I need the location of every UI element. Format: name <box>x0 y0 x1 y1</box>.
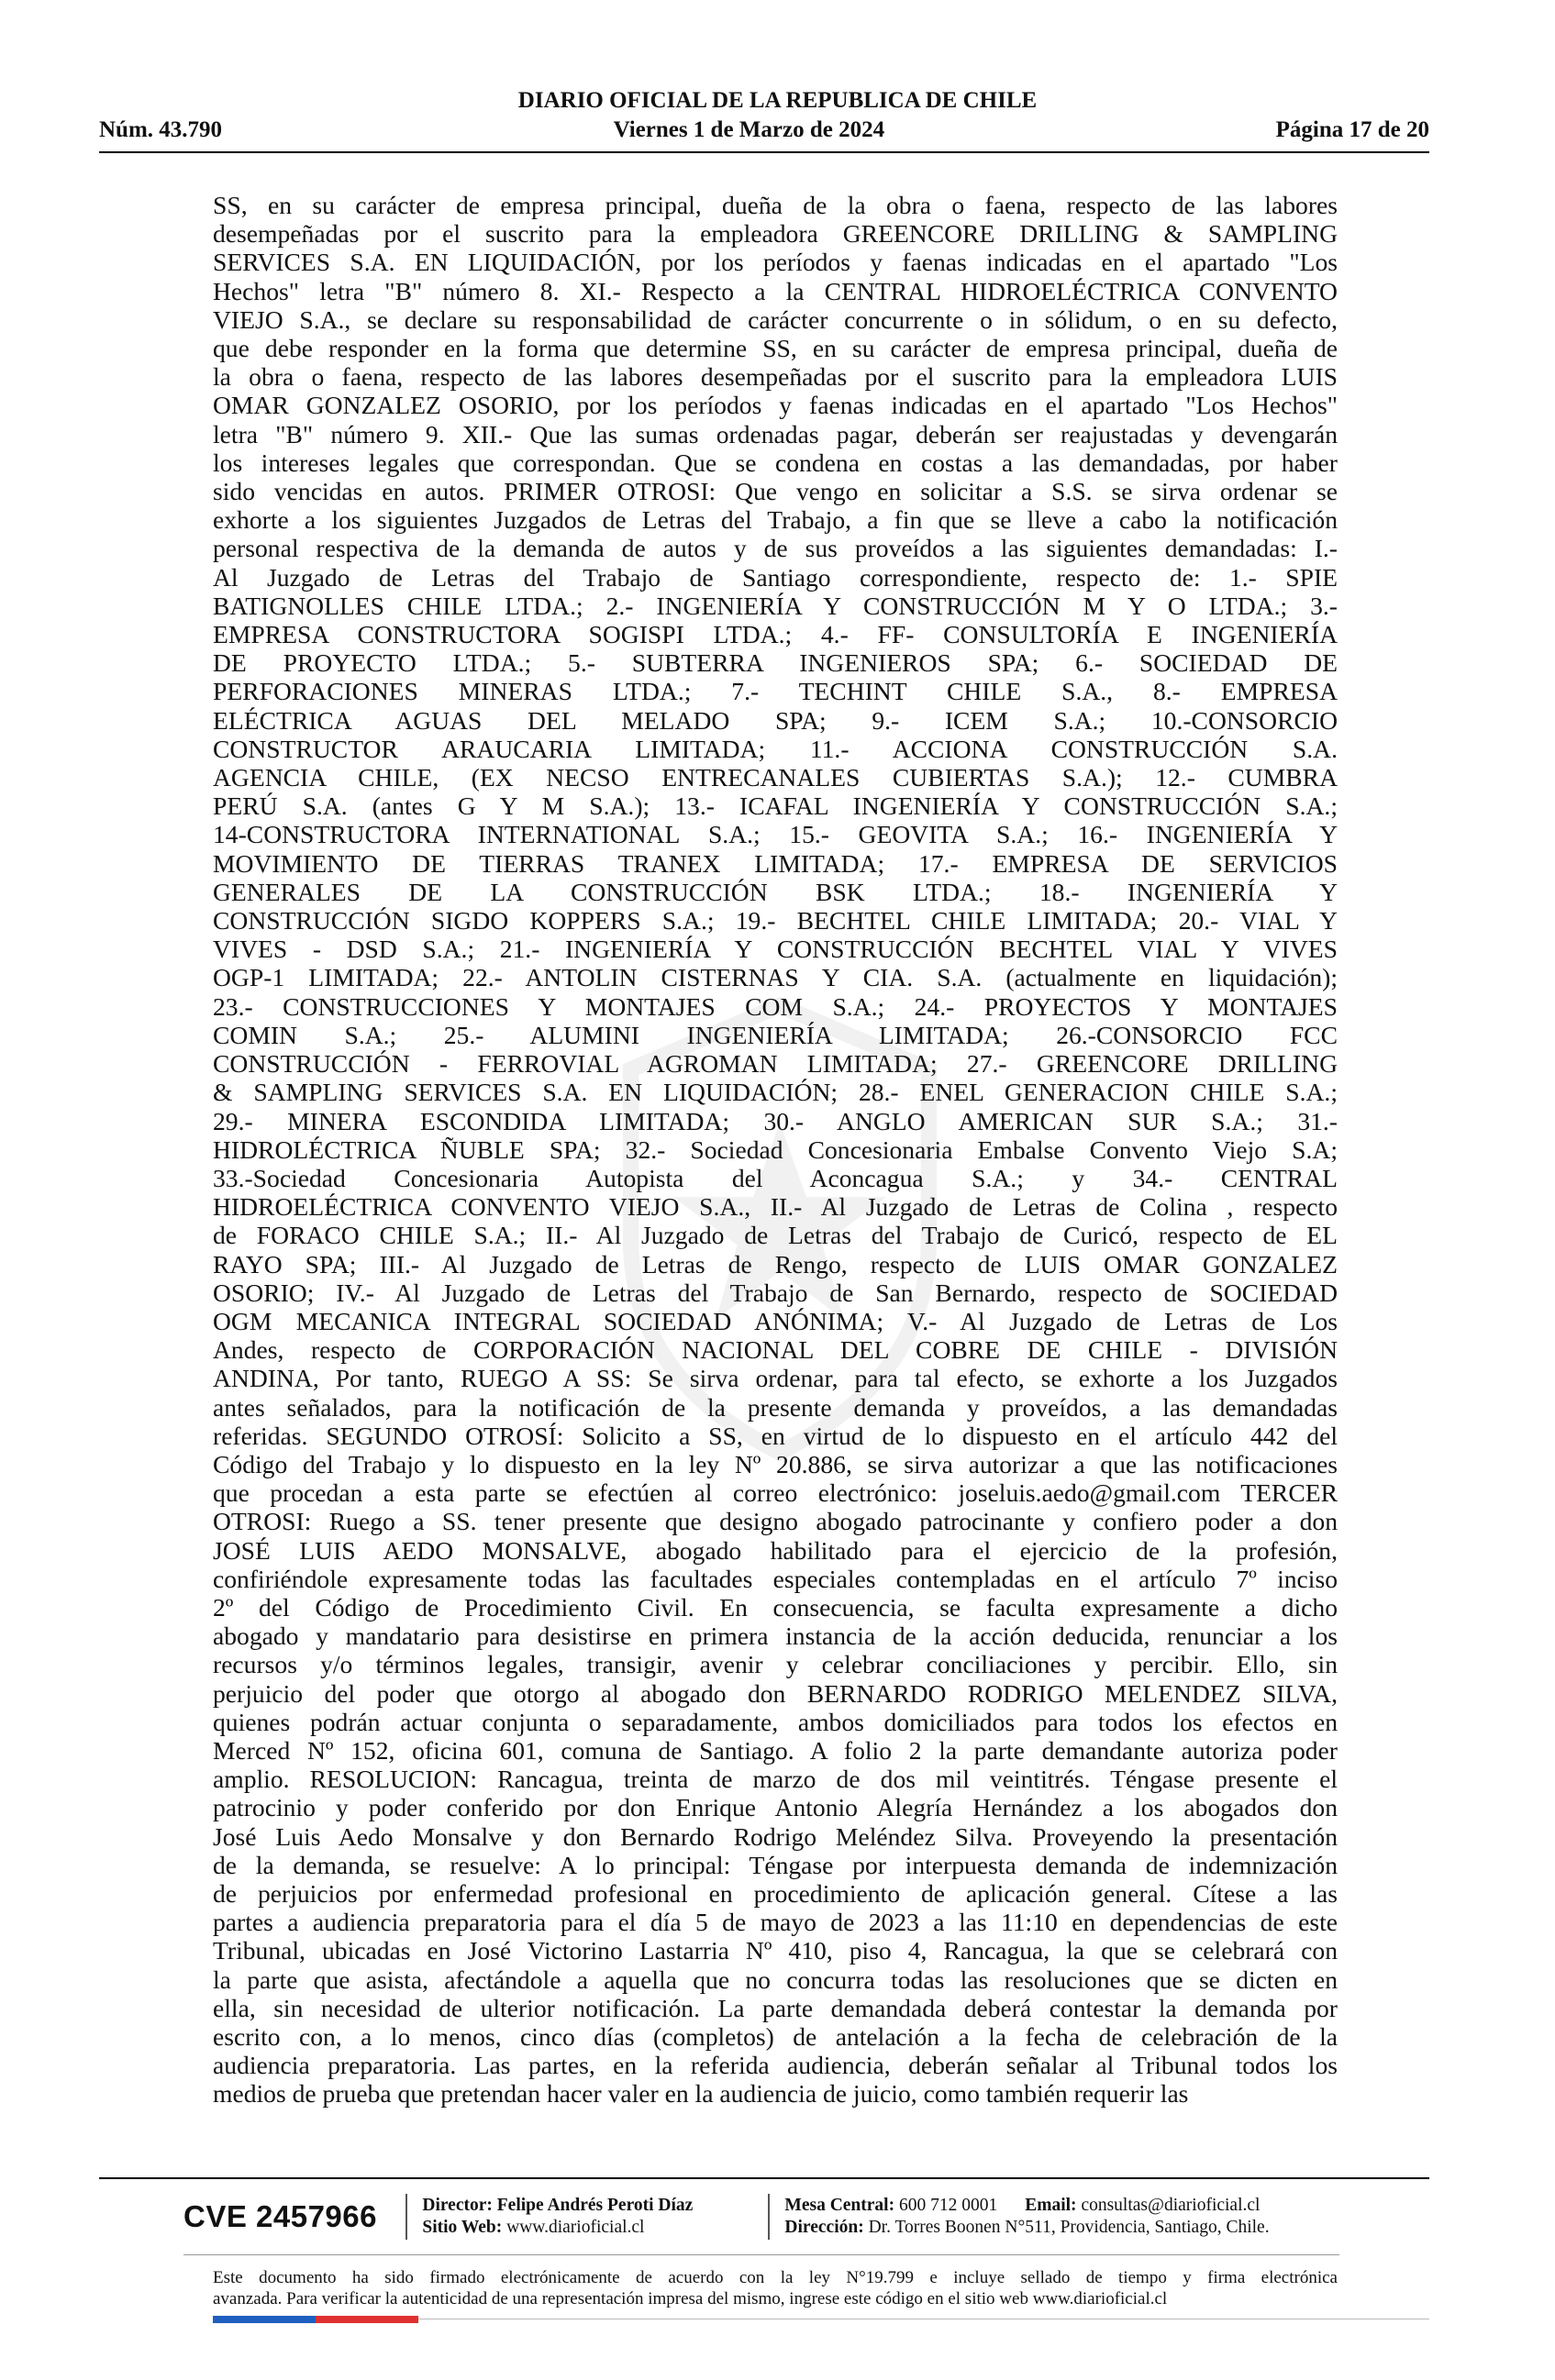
issue-number: Núm. 43.790 <box>99 117 223 142</box>
body-line: la parte que asista, afectándole a aquella que no concurra todas las resoluciones que se dicten en <box>213 1965 1338 1994</box>
body-line: amplio. RESOLUCION: Rancagua, treinta de marzo de dos mil veintitrés. Téngase presente el <box>213 1765 1338 1794</box>
footer-director-block <box>422 2195 753 2239</box>
email-label: Email: <box>1025 2196 1077 2215</box>
body-line: personal respectiva de la demanda de autos y de sus proveídos a las siguientes demandadas: I.- <box>213 534 1338 563</box>
newspaper-title: DIARIO OFICIAL DE LA REPUBLICA DE CHILE <box>517 88 1038 113</box>
body-line: HIDROLÉCTRICA ÑUBLE SPA; 32.- Sociedad Concesionaria Embalse Convento Viejo S.A; <box>213 1135 1338 1164</box>
footer-separator <box>405 2194 407 2240</box>
body-line: Merced Nº 152, oficina 601, comuna de Santiago. A folio 2 la parte demandante autoriza poder <box>213 1735 1338 1765</box>
body-line: la obra o faena, respecto de las labores desempeñadas por el suscrito para la empleadora LUIS <box>213 362 1338 392</box>
footer-thin-divider <box>183 2254 1339 2255</box>
body-line: CONSTRUCTOR ARAUCARIA LIMITADA; 11.- ACCIONA CONSTRUCCIÓN S.A. <box>213 734 1338 763</box>
body-line: VIEJO S.A., se declare su responsabilidad de carácter concurrente o in sólidum, o en su defecto, <box>213 304 1338 334</box>
director-name: Felipe Andrés Peroti Díaz <box>496 2196 694 2215</box>
page-number: Página 17 de 20 <box>1275 117 1429 142</box>
body-line: Código del Trabajo y lo dispuesto en la ley Nº 20.886, se sirva autorizar a que las notificaciones <box>213 1449 1338 1478</box>
cve-code: CVE 2457966 <box>183 2199 377 2233</box>
body-line: GENERALES DE LA CONSTRUCCIÓN BSK LTDA.; 18.- INGENIERÍA Y <box>213 877 1338 906</box>
body-line: 2º del Código de Procedimiento Civil. En consecuencia, se faculta expresamente a dicho <box>213 1592 1338 1622</box>
flag-stripe <box>213 2316 418 2323</box>
body-line: referidas. SEGUNDO OTROSÍ: Solicito a SS, en virtud de lo dispuesto en el artículo 442 del <box>213 1421 1338 1450</box>
body-line: José Luis Aedo Monsalve y don Bernardo Rodrigo Meléndez Silva. Proveyendo la presentación <box>213 1821 1338 1851</box>
footer-separator <box>768 2194 770 2240</box>
body-line: 33.-Sociedad Concesionaria Autopista del Aconcagua S.A.; y 34.- CENTRAL <box>213 1163 1338 1192</box>
body-line: OSORIO; IV.- Al Juzgado de Letras del Trabajo de San Bernardo, respecto de SOCIEDAD <box>213 1278 1338 1307</box>
flag-red-segment <box>316 2316 418 2323</box>
body-line: de la demanda, se resuelve: A lo principal: Téngase por interpuesta demanda de indemnización <box>213 1850 1338 1879</box>
body-line: 29.- MINERA ESCONDIDA LIMITADA; 30.- ANGLO AMERICAN SUR S.A.; 31.- <box>213 1106 1338 1135</box>
email-address[interactable]: consultas@diarioficial.cl <box>1081 2196 1261 2215</box>
issue-date: Viernes 1 de Marzo de 2024 <box>613 117 885 142</box>
header-row <box>99 117 1429 143</box>
body-line: CONSTRUCCIÓN SIGDO KOPPERS S.A.; 19.- BECHTEL CHILE LIMITADA; 20.- VIAL Y <box>213 906 1338 935</box>
body-line: CONSTRUCCIÓN - FERROVIAL AGROMAN LIMITADA; 27.- GREENCORE DRILLING <box>213 1049 1338 1079</box>
body-line: audiencia preparatoria. Las partes, en la referida audiencia, deberán señalar al Tribunal todos los <box>213 2051 1338 2080</box>
footer-contact-block <box>784 2195 1358 2239</box>
body-line: los intereses legales que correspondan. Que se condena en costas a las demandadas, por haber <box>213 448 1338 477</box>
body-line: Al Juzgado de Letras del Trabajo de Santiago correspondiente, respecto de: 1.- SPIE <box>213 562 1338 592</box>
body-line: BATIGNOLLES CHILE LTDA.; 2.- INGENIERÍA Y CONSTRUCCIÓN M Y O LTDA.; 3.- <box>213 591 1338 620</box>
body-line: AGENCIA CHILE, (EX NECSO ENTRECANALES CUBIERTAS S.A.); 12.- CUMBRA <box>213 763 1338 792</box>
body-line: 14-CONSTRUCTORA INTERNATIONAL S.A.; 15.- GEOVITA S.A.; 16.- INGENIERÍA Y <box>213 820 1338 849</box>
body-line: RAYO SPA; III.- Al Juzgado de Letras de Rengo, respecto de LUIS OMAR GONZALEZ <box>213 1249 1338 1279</box>
body-line: que procedan a esta parte se efectúen al correo electrónico: joseluis.aedo@gmail.com TERCER <box>213 1478 1338 1508</box>
body-line: Hechos" letra "B" número 8. XI.- Respecto a la CENTRAL HIDROELÉCTRICA CONVENTO <box>213 276 1338 305</box>
body-line: DE PROYECTO LTDA.; 5.- SUBTERRA INGENIEROS SPA; 6.- SOCIEDAD DE <box>213 648 1338 678</box>
body-line: patrocinio y poder conferido por don Enrique Antonio Alegría Hernández a los abogados don <box>213 1793 1338 1822</box>
body-line: SERVICES S.A. EN LIQUIDACIÓN, por los períodos y faenas indicadas en el apartado "Los <box>213 248 1338 277</box>
body-line: PERFORACIONES MINERAS LTDA.; 7.- TECHINT CHILE S.A., 8.- EMPRESA <box>213 677 1338 706</box>
body-line: PERÚ S.A. (antes G Y M S.A.); 13.- ICAFAL INGENIERÍA Y CONSTRUCCIÓN S.A.; <box>213 791 1338 821</box>
body-line: & SAMPLING SERVICES S.A. EN LIQUIDACIÓN; 28.- ENEL GENERACION CHILE S.A.; <box>213 1078 1338 1107</box>
body-line: quienes podrán actuar conjunta o separadamente, ambos domiciliados para todos los efectos en <box>213 1707 1338 1736</box>
body-line: OGM MECANICA INTEGRAL SOCIEDAD ANÓNIMA; V.- Al Juzgado de Letras de Los <box>213 1306 1338 1335</box>
site-url[interactable]: www.diarioficial.cl <box>506 2218 645 2237</box>
disclaimer-line: avanzada. Para verificar la autenticidad de una representación impresa del mismo, ingrese este código en el sitio web www.diarioficial.cl <box>213 2289 1168 2308</box>
body-line: EMPRESA CONSTRUCTORA SOGISPI LTDA.; 4.- FF- CONSULTORÍA E INGENIERÍA <box>213 620 1338 649</box>
footer-band <box>183 2188 1358 2245</box>
body-line: desempeñadas por el suscrito para la empleadora GREENCORE DRILLING & SAMPLING <box>213 219 1338 249</box>
footer-divider <box>99 2177 1429 2179</box>
body-line: abogado y mandatario para desistirse en primera instancia de la acción deducida, renunciar a los <box>213 1622 1338 1651</box>
director-label: Director: <box>422 2196 493 2215</box>
body-line: 23.- CONSTRUCCIONES Y MONTAJES COM S.A.; 24.- PROYECTOS Y MONTAJES <box>213 991 1338 1021</box>
address-value: Dr. Torres Boonen N°511, Providencia, Santiago, Chile. <box>868 2218 1270 2237</box>
disclaimer-line: Este documento ha sido firmado electrónicamente de acuerdo con la ley N°19.799 e incluye sellado de tiempo y firma electrónica <box>213 2268 1338 2287</box>
body-line: recursos y/o términos legales, transigir, avenir y celebrar conciliaciones y percibir. Ello, sin <box>213 1650 1338 1679</box>
body-line: Tribunal, ubicadas en José Victorino Lastarria Nº 410, piso 4, Rancagua, la que se celebrará con <box>213 1936 1338 1965</box>
body-line: antes señalados, para la notificación de la presente demanda y proveídos, a las demandadas <box>213 1392 1338 1422</box>
body-line: JOSÉ LUIS AEDO MONSALVE, abogado habilitado para el ejercicio de la profesión, <box>213 1535 1338 1565</box>
address-label: Dirección: <box>784 2218 864 2237</box>
signature-disclaimer <box>213 2267 1338 2309</box>
mesa-label: Mesa Central: <box>784 2196 895 2215</box>
mesa-phone: 600 712 0001 <box>898 2196 998 2215</box>
body-line: de FORACO CHILE S.A.; II.- Al Juzgado de Letras del Trabajo de Curicó, respecto de EL <box>213 1221 1338 1250</box>
body-line: VIVES - DSD S.A.; 21.- INGENIERÍA Y CONSTRUCCIÓN BECHTEL VIAL Y VIVES <box>213 935 1338 964</box>
body-line: de perjuicios por enfermedad profesional en procedimiento de aplicación general. Cítese a las <box>213 1878 1338 1908</box>
body-line: partes a audiencia preparatoria para el día 5 de mayo de 2023 a las 11:10 en dependencias de este <box>213 1908 1338 1937</box>
body-line: perjuicio del poder que otorgo al abogado don BERNARDO RODRIGO MELENDEZ SILVA, <box>213 1678 1338 1708</box>
body-line: ELÉCTRICA AGUAS DEL MELADO SPA; 9.- ICEM S.A.; 10.-CONSORCIO <box>213 705 1338 735</box>
body-line: HIDROELÉCTRICA CONVENTO VIEJO S.A., II.- Al Juzgado de Letras de Colina , respecto <box>213 1192 1338 1222</box>
header-divider <box>99 151 1429 153</box>
body-line: OTROSI: Ruego a SS. tener presente que designo abogado patrocinante y confiero poder a don <box>213 1507 1338 1536</box>
body-text <box>213 191 1338 2109</box>
body-line: escrito con, a lo menos, cinco días (completos) de antelación a la fecha de celebración de la <box>213 2022 1338 2051</box>
body-line: que debe responder en la forma que determine SS, en su carácter de empresa principal, dueña de <box>213 334 1338 363</box>
body-line: ella, sin necesidad de ulterior notificación. La parte demandada deberá contestar la demanda por <box>213 1993 1338 2022</box>
body-line: letra "B" número 9. XII.- Que las sumas ordenadas pagar, deberán ser reajustadas y devengarán <box>213 419 1338 448</box>
site-label: Sitio Web: <box>422 2218 503 2237</box>
body-line: OMAR GONZALEZ OSORIO, por los períodos y faenas indicadas en el apartado "Los Hechos" <box>213 391 1338 420</box>
body-line: confiriéndole expresamente todas las facultades especiales contempladas en el artículo 7º inciso <box>213 1564 1338 1593</box>
body-line: ANDINA, Por tanto, RUEGO A SS: Se sirva ordenar, para tal efecto, se exhorte a los Juzgados <box>213 1364 1338 1393</box>
body-line: COMIN S.A.; 25.- ALUMINI INGENIERÍA LIMITADA; 26.-CONSORCIO FCC <box>213 1020 1338 1049</box>
body-line: SS, en su carácter de empresa principal, dueña de la obra o faena, respecto de las labores <box>213 191 1338 219</box>
body-line: sido vencidas en autos. PRIMER OTROSI: Que vengo en solicitar a S.S. se sirva ordenar se <box>213 477 1338 506</box>
body-line: Andes, respecto de CORPORACIÓN NACIONAL DEL COBRE DE CHILE - DIVISIÓN <box>213 1335 1338 1365</box>
flag-blue-segment <box>213 2316 316 2323</box>
body-line: medios de prueba que pretendan hacer valer en la audiencia de juicio, como también requerir las <box>213 2079 1189 2109</box>
body-line: OGP-1 LIMITADA; 22.- ANTOLIN CISTERNAS Y CIA. S.A. (actualmente en liquidación); <box>213 963 1338 992</box>
body-line: exhorte a los siguientes Juzgados de Letras del Trabajo, a fin que se lleve a cabo la notificación <box>213 505 1338 535</box>
body-line: MOVIMIENTO DE TIERRAS TRANEX LIMITADA; 17.- EMPRESA DE SERVICIOS <box>213 848 1338 878</box>
